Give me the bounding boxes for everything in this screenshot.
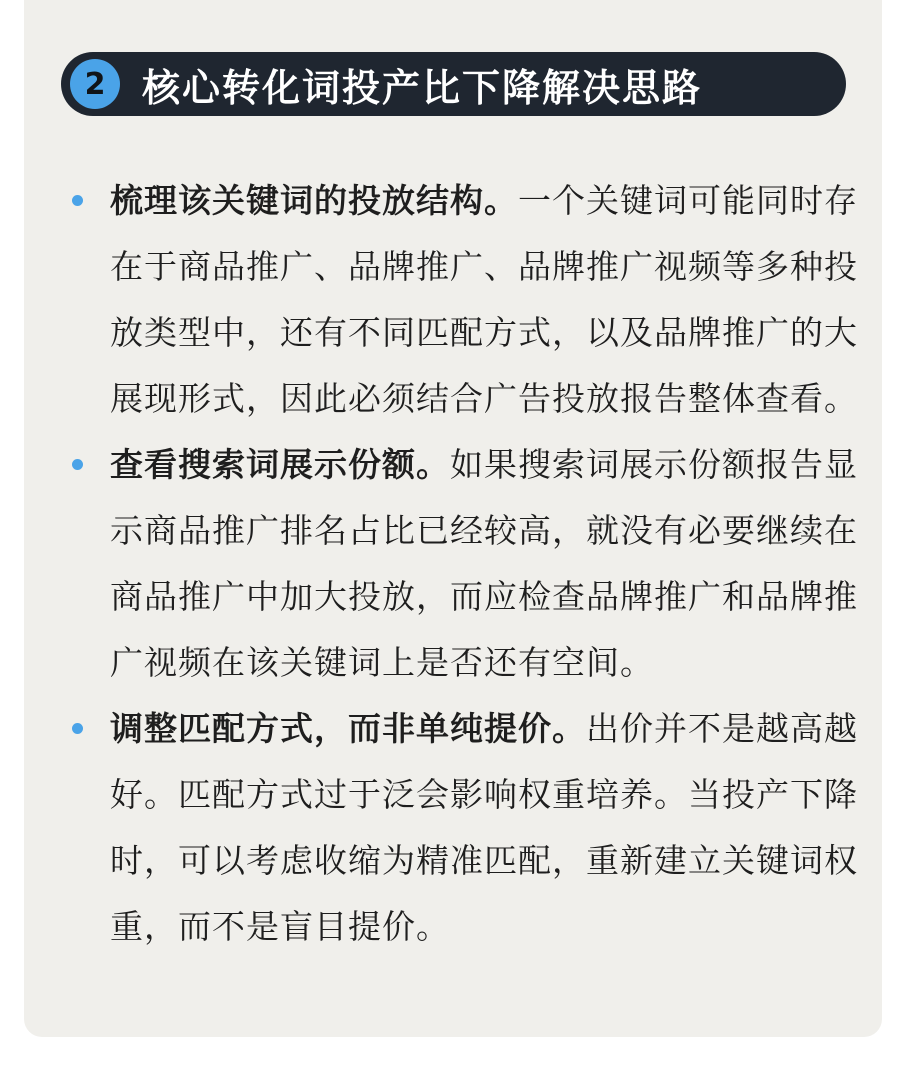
bullet-body: 如果搜索词展示份额报告显示商品推广排名占比已经较高，就没有必要继续在商品推广中加大投放，而应检查品牌推广和品牌推广视频在该关键词上是否还有空间。 (110, 445, 858, 682)
bullet-lead: 调整匹配方式，而非单纯提价。 (110, 709, 586, 748)
content-card (24, 0, 882, 1037)
list-item (110, 696, 880, 960)
bullet-body: 一个关键词可能同时存在于商品推广、品牌推广、品牌推广视频等多种投放类型中，还有不同匹配方式，以及品牌推广的大展现形式，因此必须结合广告投放报告整体查看。 (110, 181, 858, 418)
bullet-body: 出价并不是越高越好。匹配方式过于泛会影响权重培养。当投产下降时，可以考虑收缩为精准匹配，重新建立关键词权重，而不是盲目提价。 (110, 709, 858, 946)
bullet-dot-icon (72, 459, 83, 470)
bullet-dot-icon (72, 723, 83, 734)
bullet-lead: 查看搜索词展示份额。 (110, 445, 450, 484)
bullet-lead: 梳理该关键词的投放结构。 (110, 181, 518, 220)
section-title: 核心转化词投产比下降解决思路 (142, 65, 703, 110)
bullet-dot-icon (72, 195, 83, 206)
list-item (110, 432, 880, 696)
section-number-badge: 2 (70, 59, 120, 109)
list-item (110, 168, 880, 432)
bullet-list (110, 168, 880, 960)
section-header (61, 52, 846, 116)
